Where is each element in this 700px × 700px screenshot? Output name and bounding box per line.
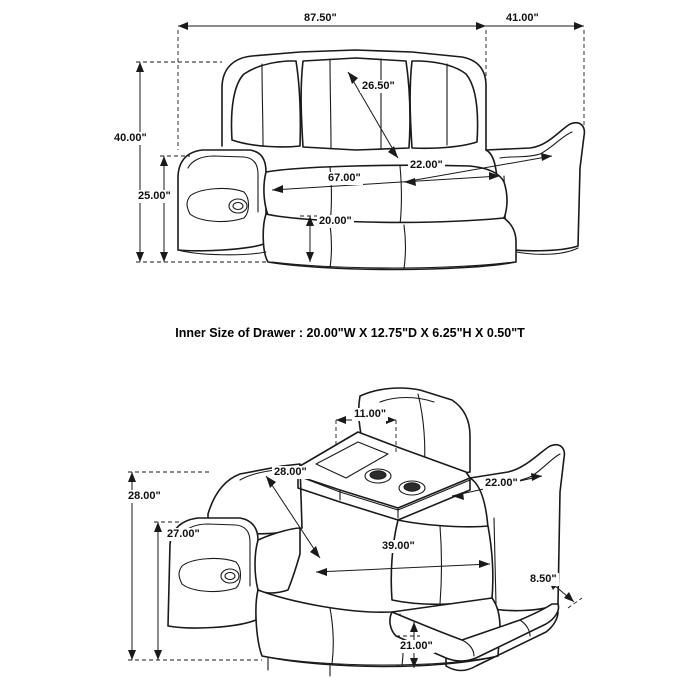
dim-overall-height-top: 40.00" xyxy=(114,132,147,144)
dim-seat-depth-bottom: 22.00" xyxy=(485,477,518,489)
dim-arm-depth-top: 41.00" xyxy=(506,12,539,24)
dim-seat-width-bottom: 39.00" xyxy=(382,540,415,552)
dim-footrest-height-bottom: 8.50" xyxy=(530,573,557,585)
dim-footrest-extension-bottom: 21.00" xyxy=(400,640,433,652)
dim-arm-height-bottom: 27.00" xyxy=(167,528,200,540)
dim-back-height-diag-bottom: 28.00" xyxy=(274,466,307,478)
dim-overall-width-top: 87.50" xyxy=(304,12,337,24)
dim-seat-width-top: 67.00" xyxy=(328,172,361,184)
dim-overall-height-bottom: 28.00" xyxy=(128,490,161,502)
dim-arm-height-top: 25.00" xyxy=(138,190,171,202)
dim-console-width-bottom: 11.00" xyxy=(354,408,387,420)
sofa-top-drawing xyxy=(0,0,700,320)
dim-seat-depth-top: 22.00" xyxy=(410,159,443,171)
loveseat-illustration xyxy=(168,388,564,676)
loveseat-bottom-drawing xyxy=(0,368,700,698)
dim-back-cushion-height-top: 26.50" xyxy=(362,80,395,92)
dim-seat-height-top: 20.00" xyxy=(319,215,352,227)
drawer-size-caption: Inner Size of Drawer : 20.00"W X 12.75"D X 6.25"H X 0.50"T xyxy=(175,326,525,340)
